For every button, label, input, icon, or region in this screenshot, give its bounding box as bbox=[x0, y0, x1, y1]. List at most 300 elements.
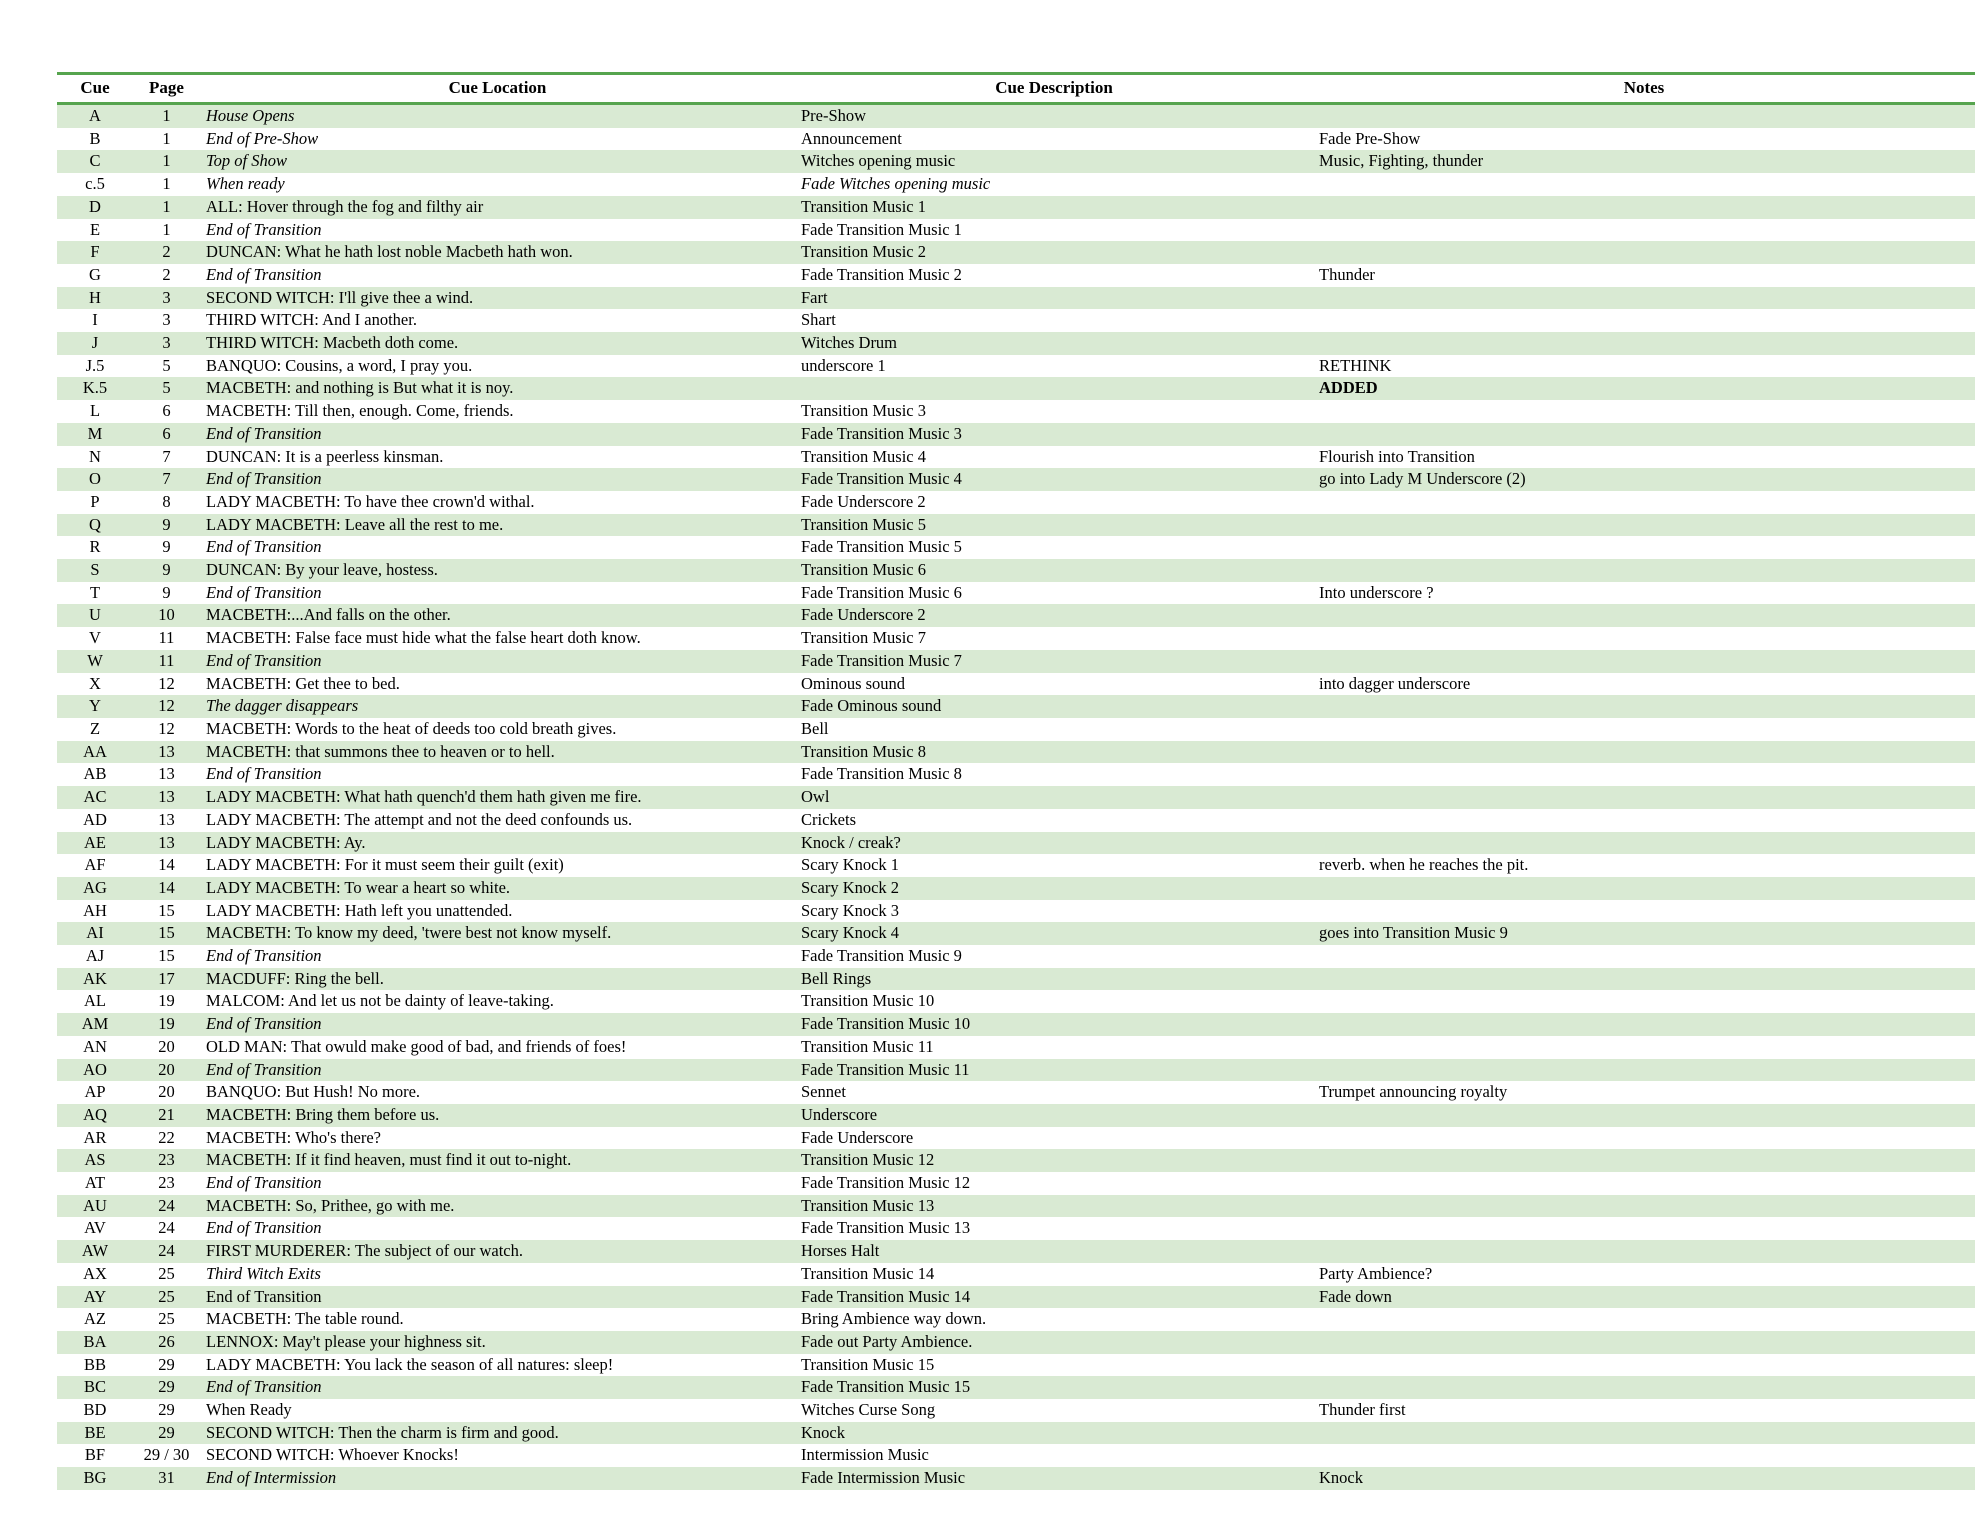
location-cell: The dagger disappears bbox=[200, 695, 795, 718]
cue-sheet-table bbox=[57, 72, 1975, 1490]
cue-cell: BE bbox=[57, 1422, 133, 1445]
description-cell: Fade out Party Ambience. bbox=[795, 1331, 1313, 1354]
cue-cell: AW bbox=[57, 1240, 133, 1263]
table-row bbox=[57, 332, 1975, 355]
notes-cell bbox=[1313, 287, 1975, 310]
notes-cell bbox=[1313, 627, 1975, 650]
description-cell: Crickets bbox=[801, 809, 856, 829]
cue-cell: AA bbox=[57, 741, 133, 764]
table-row bbox=[57, 536, 1975, 559]
table-row bbox=[57, 287, 1975, 310]
location-cell: ALL: Hover through the fog and filthy air bbox=[200, 196, 795, 219]
location-cell: End of Transition bbox=[200, 423, 795, 446]
description-cell: Transition Music 11 bbox=[801, 1036, 934, 1056]
table-row bbox=[57, 1217, 1975, 1240]
table-row bbox=[57, 1331, 1975, 1354]
notes-cell: Into underscore ? bbox=[1319, 582, 1434, 602]
cue-cell: AK bbox=[57, 968, 133, 991]
table-row bbox=[57, 377, 1975, 400]
cue-cell: AT bbox=[84, 1173, 106, 1193]
page-cell: 12 bbox=[158, 673, 175, 693]
page-cell: 3 bbox=[133, 287, 200, 310]
header-row bbox=[57, 74, 1975, 104]
cue-cell: AZ bbox=[84, 1309, 106, 1329]
notes-cell bbox=[1313, 945, 1975, 968]
description-cell: Transition Music 13 bbox=[795, 1195, 1313, 1218]
description-cell: Fade Ominous sound bbox=[795, 695, 1313, 718]
location-cell: THIRD WITCH: Macbeth doth come. bbox=[200, 332, 795, 355]
location-cell: MACBETH: The table round. bbox=[206, 1309, 404, 1329]
description-cell: Transition Music 5 bbox=[795, 514, 1313, 537]
table-row bbox=[57, 786, 1975, 809]
location-cell: House Opens bbox=[200, 104, 795, 128]
cue-cell: A bbox=[57, 104, 133, 128]
page-cell: 23 bbox=[133, 1149, 200, 1172]
location-cell: OLD MAN: That owuld make good of bad, and friends of foes! bbox=[206, 1036, 627, 1056]
page-cell: 24 bbox=[158, 1218, 175, 1238]
page-cell: 12 bbox=[158, 718, 175, 738]
cue-cell: AE bbox=[57, 832, 133, 855]
notes-cell bbox=[1313, 1331, 1975, 1354]
cue-cell: C bbox=[57, 150, 133, 173]
notes-cell bbox=[1313, 491, 1975, 514]
description-cell: Underscore bbox=[795, 1104, 1313, 1127]
location-cell: End of Transition bbox=[206, 1173, 322, 1193]
page-cell: 10 bbox=[133, 604, 200, 627]
description-cell: Witches Curse Song bbox=[801, 1400, 936, 1420]
page-cell: 13 bbox=[158, 809, 175, 829]
location-cell: FIRST MURDERER: The subject of our watch. bbox=[200, 1240, 795, 1263]
column-header-cue-location: Cue Location bbox=[200, 74, 795, 104]
page-cell: 31 bbox=[133, 1467, 200, 1490]
notes-cell bbox=[1313, 219, 1975, 242]
notes-cell bbox=[1313, 400, 1975, 423]
page-cell: 13 bbox=[133, 832, 200, 855]
table-row bbox=[57, 1013, 1975, 1036]
notes-cell: Trumpet announcing royalty bbox=[1319, 1082, 1508, 1102]
location-cell: LADY MACBETH: To wear a heart so white. bbox=[200, 877, 795, 900]
table-row bbox=[57, 741, 1975, 764]
description-cell: Transition Music 12 bbox=[795, 1149, 1313, 1172]
cue-cell: W bbox=[57, 650, 133, 673]
location-cell: LENNOX: May't please your highness sit. bbox=[200, 1331, 795, 1354]
cue-cell: AL bbox=[84, 991, 106, 1011]
location-cell: MACBETH: Bring them before us. bbox=[200, 1104, 795, 1127]
cue-rows bbox=[57, 104, 1975, 1490]
page-cell: 29 / 30 bbox=[143, 1445, 190, 1465]
page-cell: 19 bbox=[133, 1013, 200, 1036]
description-cell: Fade Underscore 2 bbox=[801, 491, 926, 511]
description-cell: Fade Transition Music 7 bbox=[795, 650, 1313, 673]
notes-cell: Knock bbox=[1313, 1467, 1975, 1490]
description-cell: Scary Knock 3 bbox=[801, 900, 900, 920]
table-row bbox=[57, 491, 1975, 514]
notes-cell bbox=[1313, 173, 1975, 196]
notes-cell: RETHINK bbox=[1319, 355, 1392, 375]
description-cell: Fade Transition Music 3 bbox=[795, 423, 1313, 446]
cue-cell: AG bbox=[57, 877, 133, 900]
table-row bbox=[57, 1444, 1975, 1467]
notes-cell bbox=[1313, 1422, 1975, 1445]
notes-cell: into dagger underscore bbox=[1319, 673, 1471, 693]
page-cell: 19 bbox=[158, 991, 175, 1011]
description-cell: Horses Halt bbox=[795, 1240, 1313, 1263]
notes-cell: Thunder bbox=[1319, 264, 1375, 284]
description-cell: Announcement bbox=[801, 128, 902, 148]
page-cell: 17 bbox=[133, 968, 200, 991]
table-row bbox=[57, 1059, 1975, 1082]
notes-cell bbox=[1313, 809, 1975, 832]
location-cell: MACBETH: that summons thee to heaven or to hell. bbox=[200, 741, 795, 764]
page-cell: 11 bbox=[133, 650, 200, 673]
page-cell: 1 bbox=[133, 104, 200, 128]
page-cell: 29 bbox=[133, 1422, 200, 1445]
page-cell: 6 bbox=[133, 423, 200, 446]
cue-cell: G bbox=[89, 264, 101, 284]
page-cell: 21 bbox=[133, 1104, 200, 1127]
notes-cell bbox=[1313, 1104, 1975, 1127]
location-cell: MALCOM: And let us not be dainty of leave-taking. bbox=[206, 991, 554, 1011]
page-cell: 15 bbox=[158, 900, 175, 920]
location-cell: When Ready bbox=[206, 1400, 292, 1420]
page-cell: 22 bbox=[158, 1127, 175, 1147]
location-cell: SECOND WITCH: Whoever Knocks! bbox=[206, 1445, 459, 1465]
cue-cell: AY bbox=[57, 1286, 133, 1309]
notes-cell bbox=[1313, 968, 1975, 991]
notes-cell bbox=[1313, 1036, 1975, 1059]
page-cell: 1 bbox=[162, 174, 171, 194]
table-row bbox=[57, 1354, 1975, 1377]
location-cell: End of Transition bbox=[200, 1376, 795, 1399]
description-cell: Transition Music 14 bbox=[801, 1263, 935, 1283]
notes-cell bbox=[1313, 1059, 1975, 1082]
table-row bbox=[57, 514, 1975, 537]
description-cell: Fade Transition Music 6 bbox=[801, 582, 962, 602]
table-row bbox=[57, 1195, 1975, 1218]
table-row bbox=[57, 1422, 1975, 1445]
table-row bbox=[57, 582, 1975, 605]
page-cell: 24 bbox=[133, 1195, 200, 1218]
table-row bbox=[57, 1286, 1975, 1309]
page-cell: 13 bbox=[158, 764, 175, 784]
page-cell: 9 bbox=[162, 537, 171, 557]
notes-cell bbox=[1313, 763, 1975, 786]
location-cell: End of Transition bbox=[206, 219, 322, 239]
notes-cell bbox=[1313, 559, 1975, 582]
table-row bbox=[57, 468, 1975, 491]
description-cell: Shart bbox=[801, 310, 836, 330]
description-cell: Fart bbox=[795, 287, 1313, 310]
description-cell: Fade Transition Music 4 bbox=[795, 468, 1313, 491]
notes-cell bbox=[1313, 718, 1975, 741]
table-row bbox=[57, 1263, 1975, 1286]
cue-cell: J bbox=[57, 332, 133, 355]
description-cell: Scary Knock 2 bbox=[795, 877, 1313, 900]
cue-cell: Q bbox=[57, 514, 133, 537]
location-cell: End of Transition bbox=[200, 650, 795, 673]
cue-cell: AB bbox=[83, 764, 107, 784]
table-row bbox=[57, 1376, 1975, 1399]
notes-cell bbox=[1313, 1354, 1975, 1377]
cue-cell: AV bbox=[84, 1218, 106, 1238]
table-row bbox=[57, 877, 1975, 900]
description-cell: Fade Underscore 2 bbox=[795, 604, 1313, 627]
description-cell: Transition Music 2 bbox=[795, 241, 1313, 264]
table-row bbox=[57, 241, 1975, 264]
cue-cell: M bbox=[57, 423, 133, 446]
location-cell: Third Witch Exits bbox=[206, 1263, 321, 1283]
notes-cell bbox=[1313, 1217, 1975, 1240]
page-cell: 25 bbox=[158, 1309, 175, 1329]
column-header-cue: Cue bbox=[57, 74, 133, 104]
cue-cell: AF bbox=[84, 855, 106, 875]
page-cell: 23 bbox=[158, 1173, 175, 1193]
location-cell: MACBETH: If it find heaven, must find it out to-night. bbox=[200, 1149, 795, 1172]
location-cell: LADY MACBETH: To have thee crown'd withal. bbox=[206, 491, 535, 511]
page-cell: 12 bbox=[133, 695, 200, 718]
location-cell: End of Transition bbox=[206, 1218, 322, 1238]
table-row bbox=[57, 1149, 1975, 1172]
table-row bbox=[57, 990, 1975, 1013]
notes-cell bbox=[1313, 604, 1975, 627]
cue-cell: AS bbox=[57, 1149, 133, 1172]
description-cell: Ominous sound bbox=[801, 673, 906, 693]
cue-cell: AM bbox=[57, 1013, 133, 1036]
table-row bbox=[57, 446, 1975, 469]
notes-cell bbox=[1313, 650, 1975, 673]
description-cell: Fade Transition Music 2 bbox=[801, 264, 962, 284]
table-row bbox=[57, 809, 1975, 832]
table-row bbox=[57, 900, 1975, 923]
cue-cell: X bbox=[89, 673, 101, 693]
table-row bbox=[57, 627, 1975, 650]
notes-cell bbox=[1313, 786, 1975, 809]
notes-cell bbox=[1313, 832, 1975, 855]
table-row bbox=[57, 128, 1975, 151]
location-cell: Top of Show bbox=[200, 150, 795, 173]
page-cell: 1 bbox=[162, 219, 171, 239]
location-cell: End of Transition bbox=[206, 537, 322, 557]
table-row bbox=[57, 559, 1975, 582]
location-cell: LADY MACBETH: The attempt and not the deed confounds us. bbox=[206, 809, 633, 829]
description-cell: Knock bbox=[795, 1422, 1313, 1445]
location-cell: MACBETH:...And falls on the other. bbox=[200, 604, 795, 627]
page-cell: 9 bbox=[162, 582, 171, 602]
location-cell: MACBETH: Get thee to bed. bbox=[206, 673, 400, 693]
cue-cell: Z bbox=[89, 718, 101, 738]
notes-cell bbox=[1313, 990, 1975, 1013]
page-cell: 5 bbox=[162, 355, 171, 375]
page-cell: 2 bbox=[162, 264, 171, 284]
cue-cell: AJ bbox=[85, 946, 105, 966]
description-cell: Transition Music 1 bbox=[795, 196, 1313, 219]
table-row bbox=[57, 718, 1975, 741]
notes-cell bbox=[1313, 1240, 1975, 1263]
location-cell: MACBETH: Till then, enough. Come, friends. bbox=[206, 401, 514, 421]
description-cell: Fade Transition Music 12 bbox=[801, 1173, 971, 1193]
cue-cell: H bbox=[57, 287, 133, 310]
description-cell: Fade Transition Music 11 bbox=[795, 1059, 1313, 1082]
cue-cell: O bbox=[57, 468, 133, 491]
table-row bbox=[57, 945, 1975, 968]
notes-cell: Fade down bbox=[1313, 1286, 1975, 1309]
page-cell: 20 bbox=[158, 1036, 175, 1056]
location-cell: MACBETH: To know my deed, 'twere best not know myself. bbox=[200, 922, 795, 945]
table-row bbox=[57, 673, 1975, 696]
page-cell: 14 bbox=[158, 855, 175, 875]
description-cell: Sennet bbox=[801, 1082, 846, 1102]
notes-cell bbox=[1313, 1444, 1975, 1467]
cue-cell: R bbox=[89, 537, 101, 557]
page-cell: 20 bbox=[133, 1059, 200, 1082]
cue-cell: BC bbox=[57, 1376, 133, 1399]
page-cell: 26 bbox=[133, 1331, 200, 1354]
page-cell: 13 bbox=[133, 786, 200, 809]
location-cell: DUNCAN: It is a peerless kinsman. bbox=[206, 446, 444, 466]
page-cell: 15 bbox=[133, 922, 200, 945]
cue-cell: F bbox=[57, 241, 133, 264]
page-cell: 29 bbox=[133, 1376, 200, 1399]
description-cell: Intermission Music bbox=[801, 1445, 929, 1465]
column-header-cue-description: Cue Description bbox=[795, 74, 1313, 104]
cue-cell: I bbox=[92, 310, 98, 330]
location-cell: BANQUO: But Hush! No more. bbox=[206, 1082, 421, 1102]
location-cell: SECOND WITCH: I'll give thee a wind. bbox=[200, 287, 795, 310]
location-cell: End of Intermission bbox=[200, 1467, 795, 1490]
cue-cell: Y bbox=[57, 695, 133, 718]
location-cell: MACBETH: So, Prithee, go with me. bbox=[200, 1195, 795, 1218]
notes-cell bbox=[1313, 1308, 1975, 1331]
cue-cell: BB bbox=[83, 1354, 106, 1374]
description-cell: Witches Drum bbox=[795, 332, 1313, 355]
table-row bbox=[57, 309, 1975, 332]
page-cell: 9 bbox=[133, 559, 200, 582]
description-cell: Fade Transition Music 15 bbox=[795, 1376, 1313, 1399]
page-cell: 7 bbox=[133, 468, 200, 491]
table-row bbox=[57, 264, 1975, 287]
location-cell: DUNCAN: What he hath lost noble Macbeth hath won. bbox=[200, 241, 795, 264]
description-cell: Transition Music 3 bbox=[801, 401, 926, 421]
notes-cell: go into Lady M Underscore (2) bbox=[1313, 468, 1975, 491]
notes-cell bbox=[1313, 877, 1975, 900]
notes-cell bbox=[1313, 1127, 1975, 1150]
notes-cell bbox=[1313, 423, 1975, 446]
location-cell: End of Transition bbox=[206, 582, 322, 602]
page-cell: 1 bbox=[133, 150, 200, 173]
page-cell: 3 bbox=[162, 310, 171, 330]
description-cell: Transition Music 4 bbox=[801, 446, 926, 466]
cue-cell: AN bbox=[83, 1036, 107, 1056]
cue-cell: D bbox=[57, 196, 133, 219]
location-cell: MACBETH: False face must hide what the false heart doth know. bbox=[206, 628, 641, 648]
cue-cell: J.5 bbox=[85, 355, 105, 375]
description-cell: Fade Transition Music 5 bbox=[801, 537, 962, 557]
notes-cell: reverb. when he reaches the pit. bbox=[1319, 855, 1529, 875]
location-cell: End of Transition bbox=[200, 1286, 795, 1309]
table-row bbox=[57, 1399, 1975, 1422]
description-cell: Fade Witches opening music bbox=[801, 174, 991, 194]
description-cell: Bell Rings bbox=[795, 968, 1313, 991]
location-cell: End of Transition bbox=[206, 946, 322, 966]
notes-cell bbox=[1313, 741, 1975, 764]
location-cell: LADY MACBETH: Hath left you unattended. bbox=[206, 900, 513, 920]
location-cell: SECOND WITCH: Then the charm is firm and good. bbox=[200, 1422, 795, 1445]
table-row bbox=[57, 355, 1975, 378]
description-cell: Fade Transition Music 1 bbox=[801, 219, 962, 239]
description-cell bbox=[795, 377, 1313, 400]
notes-cell bbox=[1313, 1376, 1975, 1399]
location-cell: LADY MACBETH: For it must seem their guilt (exit) bbox=[206, 855, 564, 875]
location-cell: End of Transition bbox=[206, 264, 322, 284]
description-cell: Fade Intermission Music bbox=[795, 1467, 1313, 1490]
description-cell: Knock / creak? bbox=[795, 832, 1313, 855]
description-cell: Transition Music 15 bbox=[801, 1354, 935, 1374]
page-cell: 11 bbox=[158, 628, 175, 648]
notes-cell: Music, Fighting, thunder bbox=[1313, 150, 1975, 173]
location-cell: When ready bbox=[206, 174, 285, 194]
location-cell: MACBETH: and nothing is But what it is noy. bbox=[200, 377, 795, 400]
cue-cell: AX bbox=[83, 1263, 107, 1283]
cue-cell: K.5 bbox=[57, 377, 133, 400]
table-row bbox=[57, 1127, 1975, 1150]
table-row bbox=[57, 150, 1975, 173]
notes-cell bbox=[1313, 536, 1975, 559]
description-cell: Witches opening music bbox=[795, 150, 1313, 173]
location-cell: MACBETH: Words to the heat of deeds too cold breath gives. bbox=[206, 718, 617, 738]
description-cell: Pre-Show bbox=[795, 104, 1313, 128]
cue-cell: AQ bbox=[57, 1104, 133, 1127]
description-cell: Fade Transition Music 8 bbox=[801, 764, 962, 784]
description-cell: Bring Ambience way down. bbox=[801, 1309, 987, 1329]
table-row bbox=[57, 1104, 1975, 1127]
page-cell: 15 bbox=[158, 946, 175, 966]
notes-cell bbox=[1313, 900, 1975, 923]
column-header-page: Page bbox=[133, 74, 200, 104]
page-cell: 25 bbox=[158, 1263, 175, 1283]
cue-cell: E bbox=[89, 219, 101, 239]
location-cell: MACBETH: Who's there? bbox=[206, 1127, 381, 1147]
cue-cell: c.5 bbox=[85, 174, 105, 194]
description-cell: Fade Transition Music 13 bbox=[801, 1218, 971, 1238]
location-cell: MACDUFF: Ring the bell. bbox=[200, 968, 795, 991]
notes-cell: ADDED bbox=[1313, 377, 1975, 400]
notes-cell bbox=[1313, 1172, 1975, 1195]
notes-cell bbox=[1313, 1149, 1975, 1172]
notes-cell: goes into Transition Music 9 bbox=[1313, 922, 1975, 945]
table-row bbox=[57, 650, 1975, 673]
table-row bbox=[57, 968, 1975, 991]
notes-cell bbox=[1313, 1195, 1975, 1218]
cue-cell: BD bbox=[83, 1400, 107, 1420]
page-cell: 14 bbox=[133, 877, 200, 900]
description-cell: Transition Music 6 bbox=[795, 559, 1313, 582]
cue-cell: AC bbox=[57, 786, 133, 809]
cue-sheet-page bbox=[57, 72, 1975, 1490]
table-row bbox=[57, 104, 1975, 128]
cue-cell: BA bbox=[57, 1331, 133, 1354]
description-cell: Scary Knock 1 bbox=[801, 855, 900, 875]
table-row bbox=[57, 604, 1975, 627]
description-cell: Fade Transition Music 14 bbox=[795, 1286, 1313, 1309]
location-cell: LADY MACBETH: Ay. bbox=[200, 832, 795, 855]
cue-cell: U bbox=[57, 604, 133, 627]
table-row bbox=[57, 1036, 1975, 1059]
page-cell: 25 bbox=[133, 1286, 200, 1309]
location-cell: LADY MACBETH: Leave all the rest to me. bbox=[200, 514, 795, 537]
notes-cell: Flourish into Transition bbox=[1319, 446, 1475, 466]
location-cell: End of Transition bbox=[206, 764, 322, 784]
table-row bbox=[57, 219, 1975, 242]
